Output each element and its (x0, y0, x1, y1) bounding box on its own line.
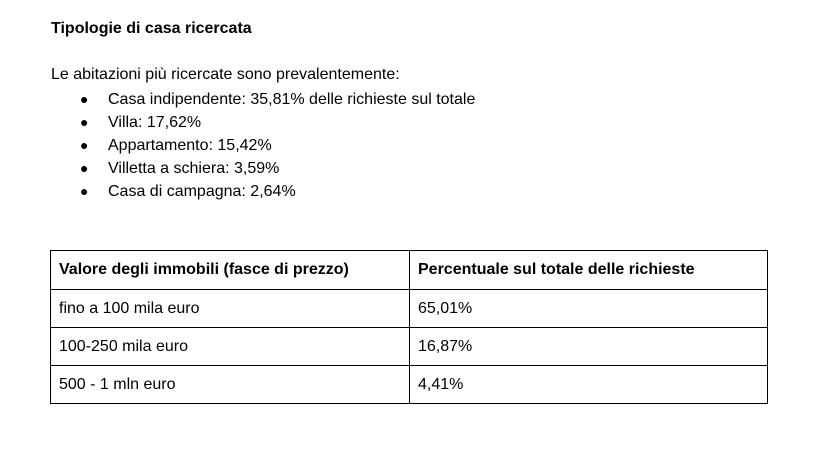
list-item-text: Appartamento: 15,42% (108, 137, 272, 154)
table-row (51, 290, 768, 328)
list-item (51, 88, 475, 111)
price-range-table (50, 250, 768, 404)
cell-percentage: 16,87% (410, 328, 768, 366)
table-row (51, 328, 768, 366)
bullet-icon: ● (80, 91, 89, 107)
list-item (51, 134, 475, 157)
list-item (51, 180, 475, 203)
bullet-icon: ● (80, 114, 89, 130)
cell-percentage: 65,01% (410, 290, 768, 328)
list-item-text: Casa indipendente: 35,81% delle richieste sul totale (108, 91, 476, 108)
list-item (51, 111, 475, 134)
list-item-text: Villa: 17,62% (108, 114, 202, 131)
bullet-icon: ● (80, 160, 89, 176)
cell-price-range: 500 - 1 mln euro (51, 366, 410, 404)
cell-price-range: fino a 100 mila euro (51, 290, 410, 328)
list-item-text: Villetta a schiera: 3,59% (108, 160, 280, 177)
house-types-list (51, 88, 475, 203)
header-price-range: Valore degli immobili (fasce di prezzo) (51, 251, 410, 290)
list-item-text: Casa di campagna: 2,64% (108, 183, 296, 200)
header-percentage: Percentuale sul totale delle richieste (410, 251, 768, 290)
intro-text: Le abitazioni più ricercate sono prevalentemente: (51, 66, 400, 83)
table-header-row (51, 251, 768, 290)
cell-percentage: 4,41% (410, 366, 768, 404)
cell-price-range: 100-250 mila euro (51, 328, 410, 366)
table-row (51, 366, 768, 404)
list-item (51, 157, 475, 180)
bullet-icon: ● (80, 137, 89, 153)
bullet-icon: ● (80, 183, 89, 199)
page-heading: Tipologie di casa ricercata (51, 20, 252, 37)
